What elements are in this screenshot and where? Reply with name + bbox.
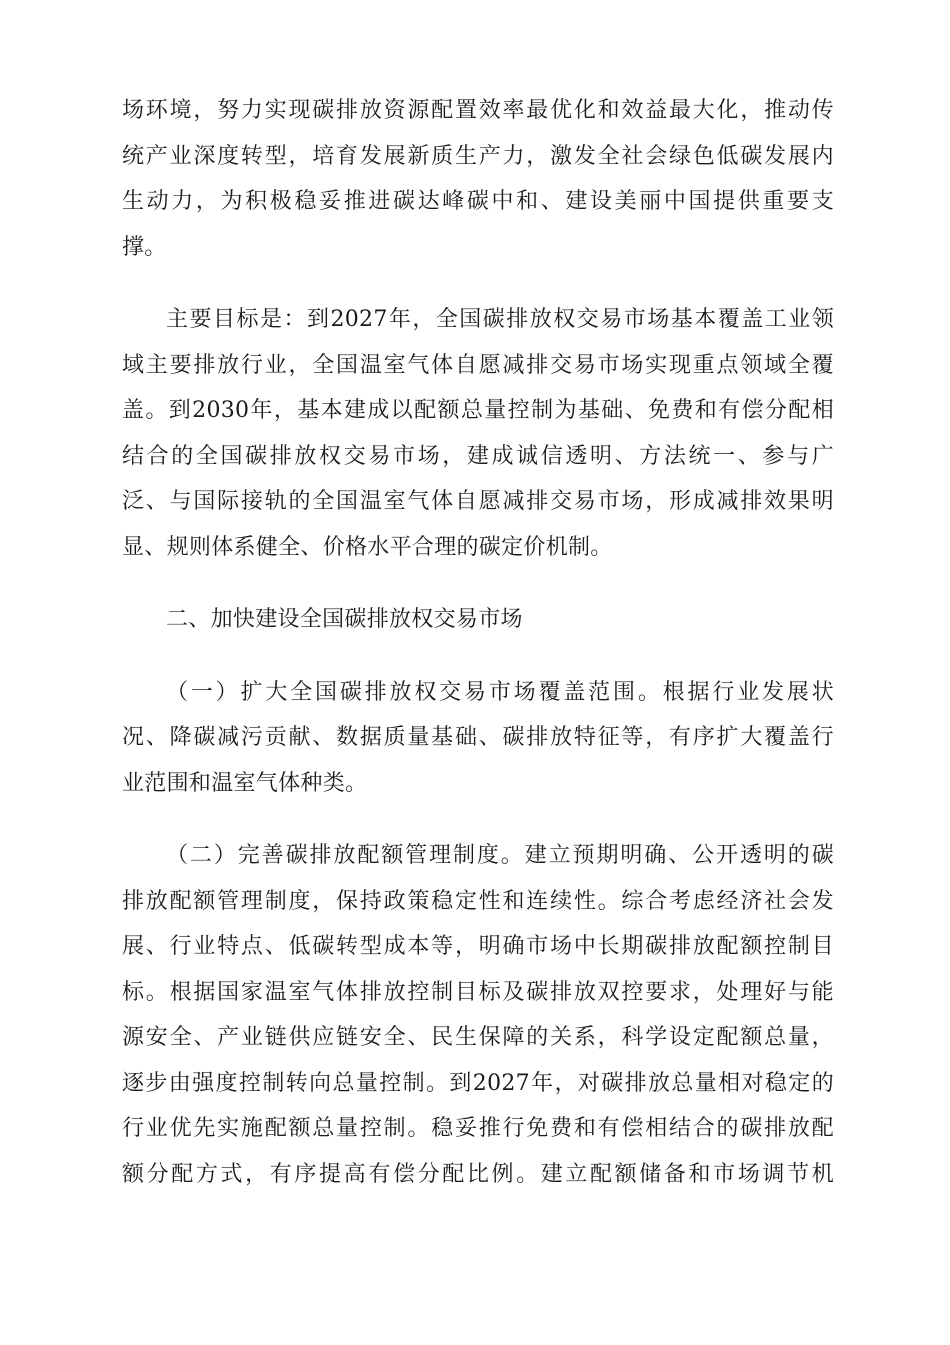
text-line: 额分配方式，有序提高有偿分配比例。建立配额储备和市场调节机: [122, 1161, 834, 1187]
paragraph-main-goals: [122, 297, 834, 570]
text-line: 源安全、产业链供应链安全、民生保障的关系，科学设定配额总量，: [122, 1025, 834, 1050]
text-line: 泛、与国际接轨的全国温室气体自愿减排交易市场，形成减排效果明: [122, 489, 834, 514]
text-line: 统产业深度转型，培育发展新质生产力，激发全社会绿色低碳发展内: [122, 143, 834, 169]
text-line: 业范围和温室气体种类。: [122, 770, 368, 796]
text-line: 撑。: [122, 234, 167, 260]
paragraph-intro-continuation: [122, 88, 834, 270]
text-line: 展、行业特点、低碳转型成本等，明确市场中长期碳排放配额控制目: [122, 934, 834, 959]
paragraph-item-2: [122, 833, 834, 1197]
paragraph-item-1: [122, 670, 834, 807]
text-line: 标。根据国家温室气体排放控制目标及碳排放双控要求，处理好与能: [122, 979, 834, 1005]
text-line: 盖。到2030年，基本建成以配额总量控制为基础、免费和有偿分配相: [122, 398, 834, 423]
text-line: 行业优先实施配额总量控制。稳妥推行免费和有偿相结合的碳排放配: [122, 1116, 834, 1141]
text-line: 显、规则体系健全、价格水平合理的碳定价机制。: [122, 534, 613, 560]
text-line: 主要目标是：到2027年，全国碳排放权交易市场基本覆盖工业领: [166, 307, 834, 332]
text-line: （一）扩大全国碳排放权交易市场覆盖范围。根据行业发展状: [166, 679, 834, 705]
text-line: 排放配额管理制度，保持政策稳定性和连续性。综合考虑经济社会发: [122, 888, 834, 914]
section-heading: [122, 597, 834, 643]
text-line: 场环境，努力实现碳排放资源配置效率最优化和效益最大化，推动传: [122, 98, 834, 123]
text-line: 生动力，为积极稳妥推进碳达峰碳中和、建设美丽中国提供重要支: [122, 189, 834, 214]
text-line: （二）完善碳排放配额管理制度。建立预期明确、公开透明的碳: [166, 843, 834, 868]
document-body: [122, 88, 834, 1224]
text-line: 逐步由强度控制转向总量控制。到2027年，对碳排放总量相对稳定的: [122, 1070, 834, 1096]
text-line: 结合的全国碳排放权交易市场，建成诚信透明、方法统一、参与广: [122, 443, 834, 469]
text-line: 域主要排放行业，全国温室气体自愿减排交易市场实现重点领域全覆: [122, 352, 834, 378]
text-line: 况、降碳减污贡献、数据质量基础、碳排放特征等，有序扩大覆盖行: [122, 725, 834, 750]
heading-text: 二、加快建设全国碳排放权交易市场: [166, 607, 523, 632]
